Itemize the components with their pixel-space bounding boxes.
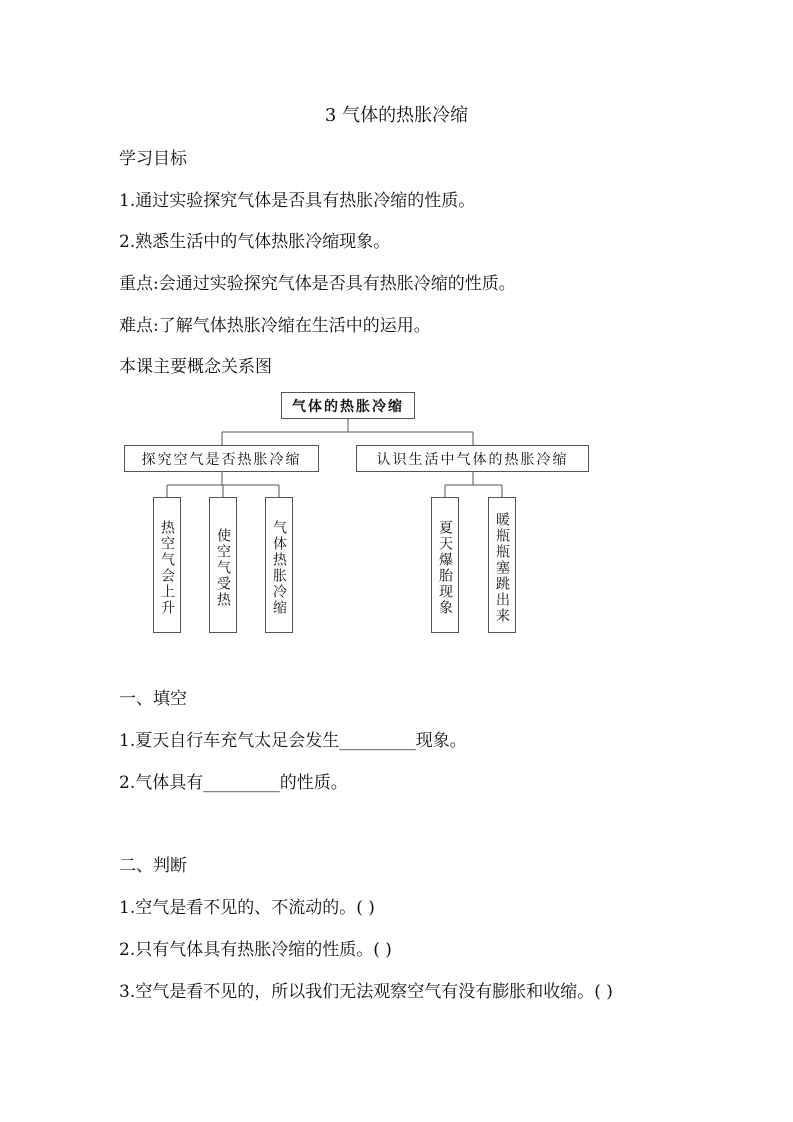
judge-q2-text: 2.只有气体具有热胀冷缩的性质。 bbox=[119, 940, 374, 960]
fill-blank-q2-text: 2.气体具有 bbox=[119, 773, 204, 793]
concept-leaf-thermos-cork: 暖瓶瓶塞跳出来 bbox=[488, 497, 516, 633]
fill-blank-q2-answer-line[interactable]: _________ bbox=[203, 773, 280, 793]
judge-heading: 二、判断 bbox=[119, 856, 187, 876]
judge-q3-answer-box[interactable]: ( ) bbox=[594, 982, 613, 1002]
objective-item-1: 1.通过实验探究气体是否具有热胀冷缩的性质。 bbox=[119, 191, 476, 211]
judge-q3-text: 3.空气是看不见的，所以我们无法观察空气有没有膨胀和收缩。 bbox=[119, 982, 595, 1002]
concept-leaf-tire-burst: 夏天爆胎现象 bbox=[431, 497, 459, 633]
key-point: 重点:会通过实验探究气体是否具有热胀冷缩的性质。 bbox=[119, 274, 516, 294]
judge-question-3 bbox=[119, 979, 613, 1005]
fill-blank-question-1 bbox=[119, 728, 467, 754]
fill-blank-q1-suffix: 现象。 bbox=[415, 731, 467, 751]
judge-question-1 bbox=[119, 895, 375, 921]
concept-leaf-hot-air-rises: 热空气会上升 bbox=[153, 497, 181, 633]
fill-blank-q2-suffix: 的性质。 bbox=[279, 773, 348, 793]
judge-q1-text: 1.空气是看不见的、不流动的。 bbox=[119, 898, 357, 918]
difficulty-point: 难点:了解气体热胀冷缩在生活中的运用。 bbox=[119, 316, 431, 336]
judge-question-2 bbox=[119, 937, 392, 963]
fill-blank-question-2 bbox=[119, 770, 348, 796]
concept-branch-daily-life: 认识生活中气体的热胀冷缩 bbox=[356, 445, 589, 472]
concept-branch-explore: 探究空气是否热胀冷缩 bbox=[124, 445, 319, 472]
fill-blank-q1-answer-line[interactable]: _________ bbox=[339, 731, 416, 751]
objectives-heading: 学习目标 bbox=[119, 149, 187, 169]
concept-leaf-gas-expansion: 气体热胀冷缩 bbox=[265, 497, 293, 633]
page-title: 3 气体的热胀冷缩 bbox=[324, 105, 469, 126]
concept-root: 气体的热胀冷缩 bbox=[281, 392, 415, 419]
concept-map-heading: 本课主要概念关系图 bbox=[119, 357, 272, 377]
concept-leaf-heat-air: 使空气受热 bbox=[209, 497, 237, 633]
judge-q2-answer-box[interactable]: ( ) bbox=[373, 940, 392, 960]
fill-blank-q1-text: 1.夏天自行车充气太足会发生 bbox=[119, 731, 340, 751]
fill-blank-heading: 一、填空 bbox=[119, 689, 187, 709]
objective-item-2: 2.熟悉生活中的气体热胀冷缩现象。 bbox=[119, 232, 391, 252]
judge-q1-answer-box[interactable]: ( ) bbox=[356, 898, 375, 918]
